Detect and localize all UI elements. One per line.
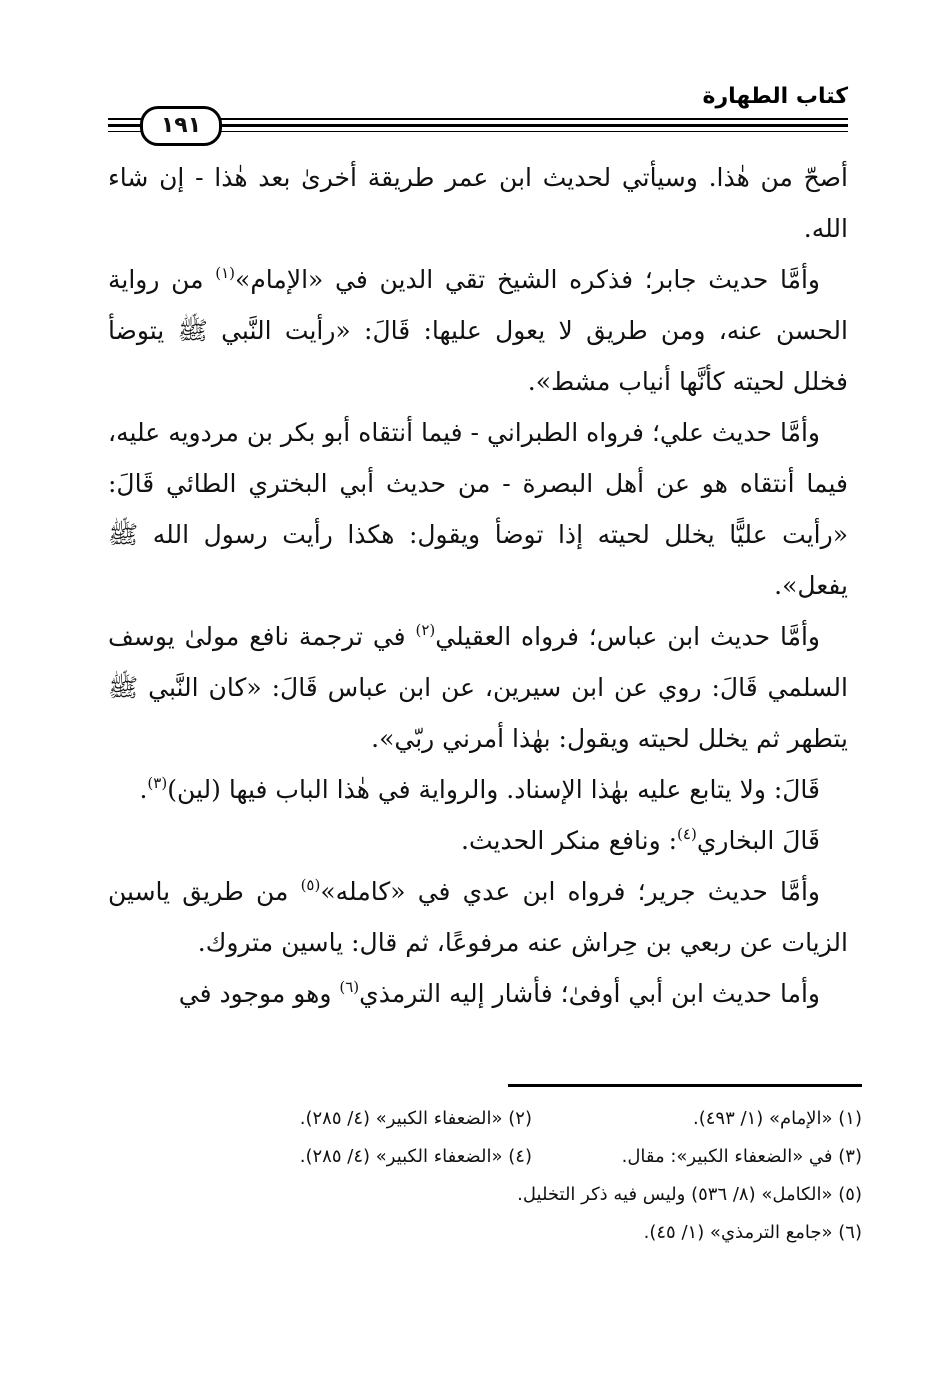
paragraph-6-text-b: : ونافع منكر الحديث. [461,826,678,855]
paragraph-8 [108,968,848,1019]
footnote-1: (١) «الإمام» (١/ ٤٩٣). [693,1108,862,1129]
book-title: كتاب الطهارة [702,84,848,109]
paragraph-3 [108,407,848,611]
paragraph-7-text-a: وأمَّا حديث جرير؛ فرواه ابن عدي في «كامله» [320,877,821,906]
paragraph-2 [108,254,848,407]
footnote-ref-6: (٦) [339,978,360,996]
paragraph-5-text-a: قَالَ: ولا يتابع عليه بهٰذا الإسناد. والرواية في هٰذا الباب فيها (لين) [167,775,820,804]
paragraph-2-text-b: من رواية الحسن عنه، ومن طريق لا يعول عليها: قَالَ: «رأيت النَّبي ﷺ يتوضأ فخلل لحيته كأنَّها أنياب مشط». [108,265,848,396]
footnote-4: (٤) «الضعفاء الكبير» (٤/ ٢٨٥). [299,1146,532,1167]
footnote-ref-1: (١) [215,264,236,282]
paragraph-3-text: وأمَّا حديث علي؛ فرواه الطبراني - فيما أنتقاه أبو بكر بن مردويه عليه، فيما أنتقاه هو عن أهل البصرة - من حديث أبي البختري الطائي قَالَ: «رأيت عليًّا يخلل لحيته إذا توضأ ويقول: هكذا رأيت رسول الله ﷺ يفعل». [108,418,849,600]
footnote-6: (٦) «جامع الترمذي» (١/ ٤٥). [643,1222,862,1243]
paragraph-2-text-a: وأمَّا حديث جابر؛ فذكره الشيخ تقي الدين في «الإمام» [235,265,820,294]
footnote-ref-2: (٢) [415,621,436,639]
footnote-row-1 [108,1100,862,1138]
page-number: ١٩١ [140,106,222,146]
paragraph-1-text: أصحّ من هٰذا. وسيأتي لحديث ابن عمر طريقة أخرىٰ بعد هٰذا - إن شاء الله. [108,163,848,243]
footnote-2: (٢) «الضعفاء الكبير» (٤/ ٢٨٥). [299,1108,532,1129]
footnote-ref-4: (٤) [677,825,697,843]
paragraph-5-text-b: . [139,775,148,804]
main-text [108,152,848,1019]
paragraph-8-text-b: وهو موجود في [178,979,340,1008]
paragraph-7 [108,866,848,968]
paragraph-4-text-a: وأمَّا حديث ابن عباس؛ فرواه العقيلي [435,622,820,651]
paragraph-4 [108,611,848,764]
footnote-5: (٥) «الكامل» (٨/ ٥٣٦) وليس فيه ذكر التخليل. [517,1184,862,1205]
footnote-ref-5: (٥) [300,876,321,894]
footnote-3: (٣) في «الضعفاء الكبير»: مقال. [621,1146,862,1167]
paragraph-8-text-a: وأما حديث ابن أبي أوفىٰ؛ فأشار إليه الترمذي [359,979,820,1008]
footnote-ref-3: (٣) [147,774,168,792]
paragraph-4-text-b: في ترجمة نافع مولىٰ يوسف السلمي قَالَ: روي عن ابن سيرين، عن ابن عباس قَالَ: «كان النَّبي ﷺ يتطهر ثم يخلل لحيته ويقول: بهٰذا أمرني ربّي». [108,622,848,753]
footnote-row-2 [108,1138,862,1176]
footnotes [108,1100,862,1252]
running-header [108,78,848,138]
paragraph-5 [108,764,848,815]
footnote-row-4 [108,1214,862,1252]
paragraph-1 [108,152,848,254]
paragraph-6-text-a: قَالَ البخاري [696,826,820,855]
footnote-separator [508,1084,862,1087]
paragraph-7-text-b: من طريق ياسين الزيات عن ربعي بن حِراش عنه مرفوعًا، ثم قال: ياسين متروك. [108,877,848,957]
paragraph-6 [108,815,848,866]
footnote-row-3 [108,1176,862,1214]
